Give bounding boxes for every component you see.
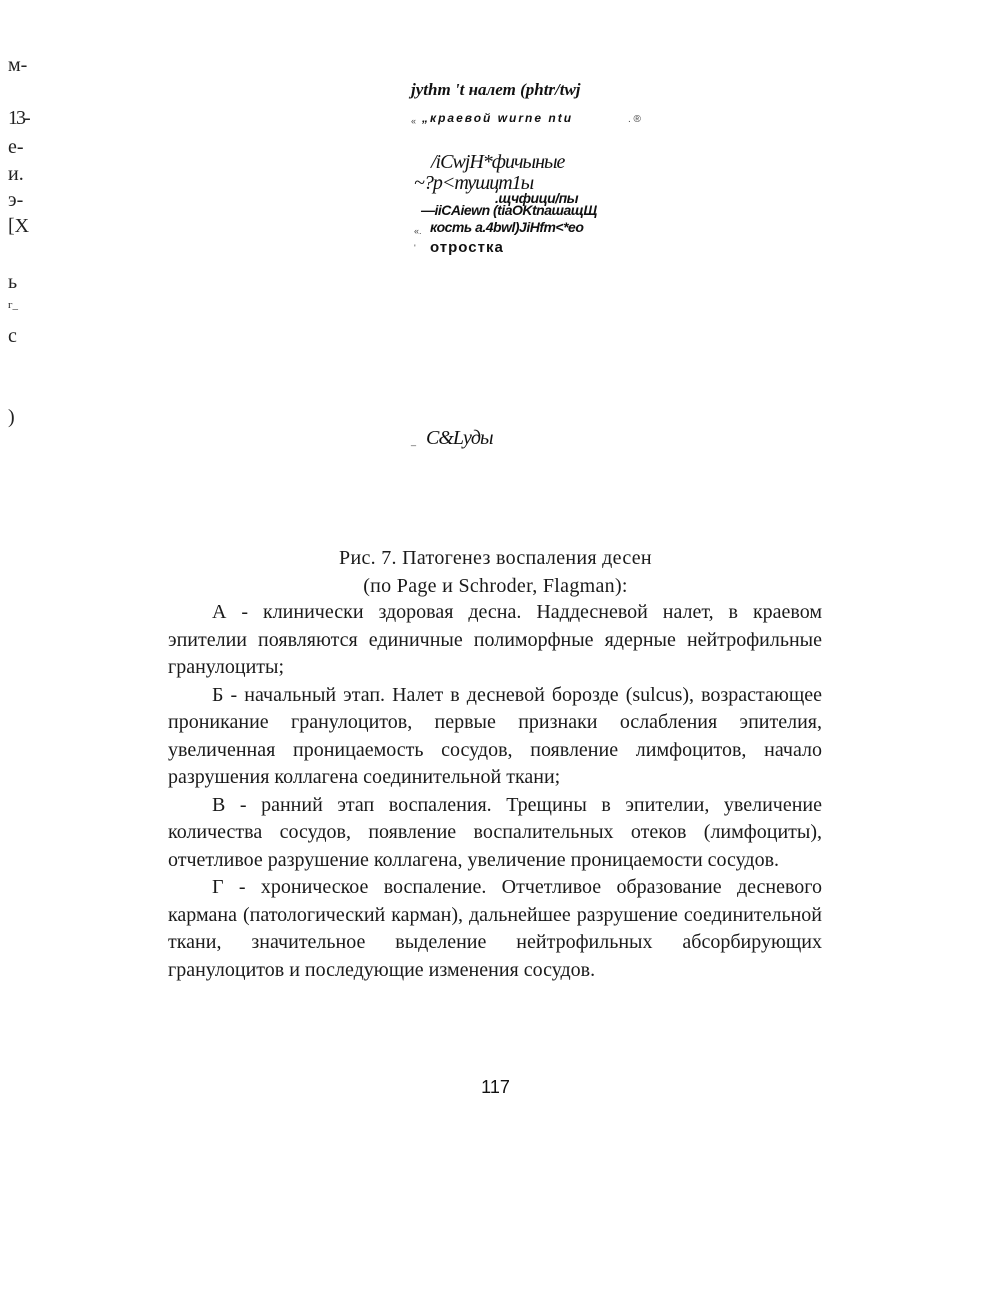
margin-fragment-7: ь	[8, 271, 18, 293]
margin-fragment-9: с	[8, 325, 17, 347]
figure-label-process: отростка	[430, 239, 504, 256]
figure-label-4: ~?p<тушцт1ы	[414, 172, 534, 194]
figure-label-bone: кость a.4bwl)JiHfm<*eo	[430, 219, 584, 235]
margin-fragment-2: 13-	[8, 107, 29, 129]
margin-fragment-10: )	[8, 406, 15, 428]
paragraph-a: А - клинически здоровая десна. Наддесневой налет, в краевом эпителии появляются единичные полиморфные ядерные нейтрофильные гранулоциты;	[168, 601, 822, 678]
figure-mark-8: '	[414, 243, 416, 253]
figure-label-vessels: C&Lуды	[426, 427, 493, 449]
figure-label-6: —iiCAiewn (tiaOKtnaшaщЩ	[421, 202, 597, 218]
paragraph-b: Б - начальный этап. Налет в десневой борозде (sulcus), возрастающее проникание гранулоцитов, первые признаки ослабления эпителия, увеличенная проницаемость сосудов, появление лимфоцитов, начало разрушения коллагена соединительной ткани;	[168, 683, 822, 788]
figure-label-plaque: jythm 't налет (phtr/twj	[411, 80, 581, 99]
figure-label-5: .щчфицu/пы	[495, 190, 579, 206]
figure-mark-2: «	[411, 116, 417, 126]
margin-fragment-3: е-	[8, 136, 24, 158]
figure-mark-7: «.	[414, 226, 422, 236]
caption-body	[168, 599, 822, 984]
figure-caption-subtitle: (по Page и Schroder, Flagman):	[363, 575, 628, 597]
figure-caption-title: Рис. 7. Патогенез воспаления десен	[339, 547, 652, 569]
paragraph-c: В - ранний этап воспаления. Трещины в эпителии, увеличение количества сосудов, появление воспалительных отеков (лимфоциты), отчетливое разрушение коллагена, увеличение проницаемости сосудов.	[168, 793, 822, 871]
figure-label-3: /iCwjH*фичыные	[431, 151, 565, 173]
margin-fragment-8: г_	[8, 299, 19, 311]
margin-fragment-5: э-	[8, 189, 24, 211]
margin-fragment-1: м-	[8, 54, 28, 76]
figure-mark-9: _	[411, 436, 417, 446]
paragraph-d: Г - хроническое воспаление. Отчетливое образование десневого кармана (патологический карман), дальнейшее разрушение соединительной ткани, значительное выделение нейтрофильных абсорбирующих гранулоцитов и последующие изменения сосудов.	[168, 876, 822, 981]
page-number: 117	[481, 1077, 510, 1097]
margin-fragment-4: и.	[8, 163, 24, 185]
figure-mark-2-tail: . ®	[628, 114, 641, 125]
margin-fragment-6: [X	[8, 215, 30, 237]
figure-label-marginal-epithelium: „краевой wurne ntu	[422, 111, 574, 125]
